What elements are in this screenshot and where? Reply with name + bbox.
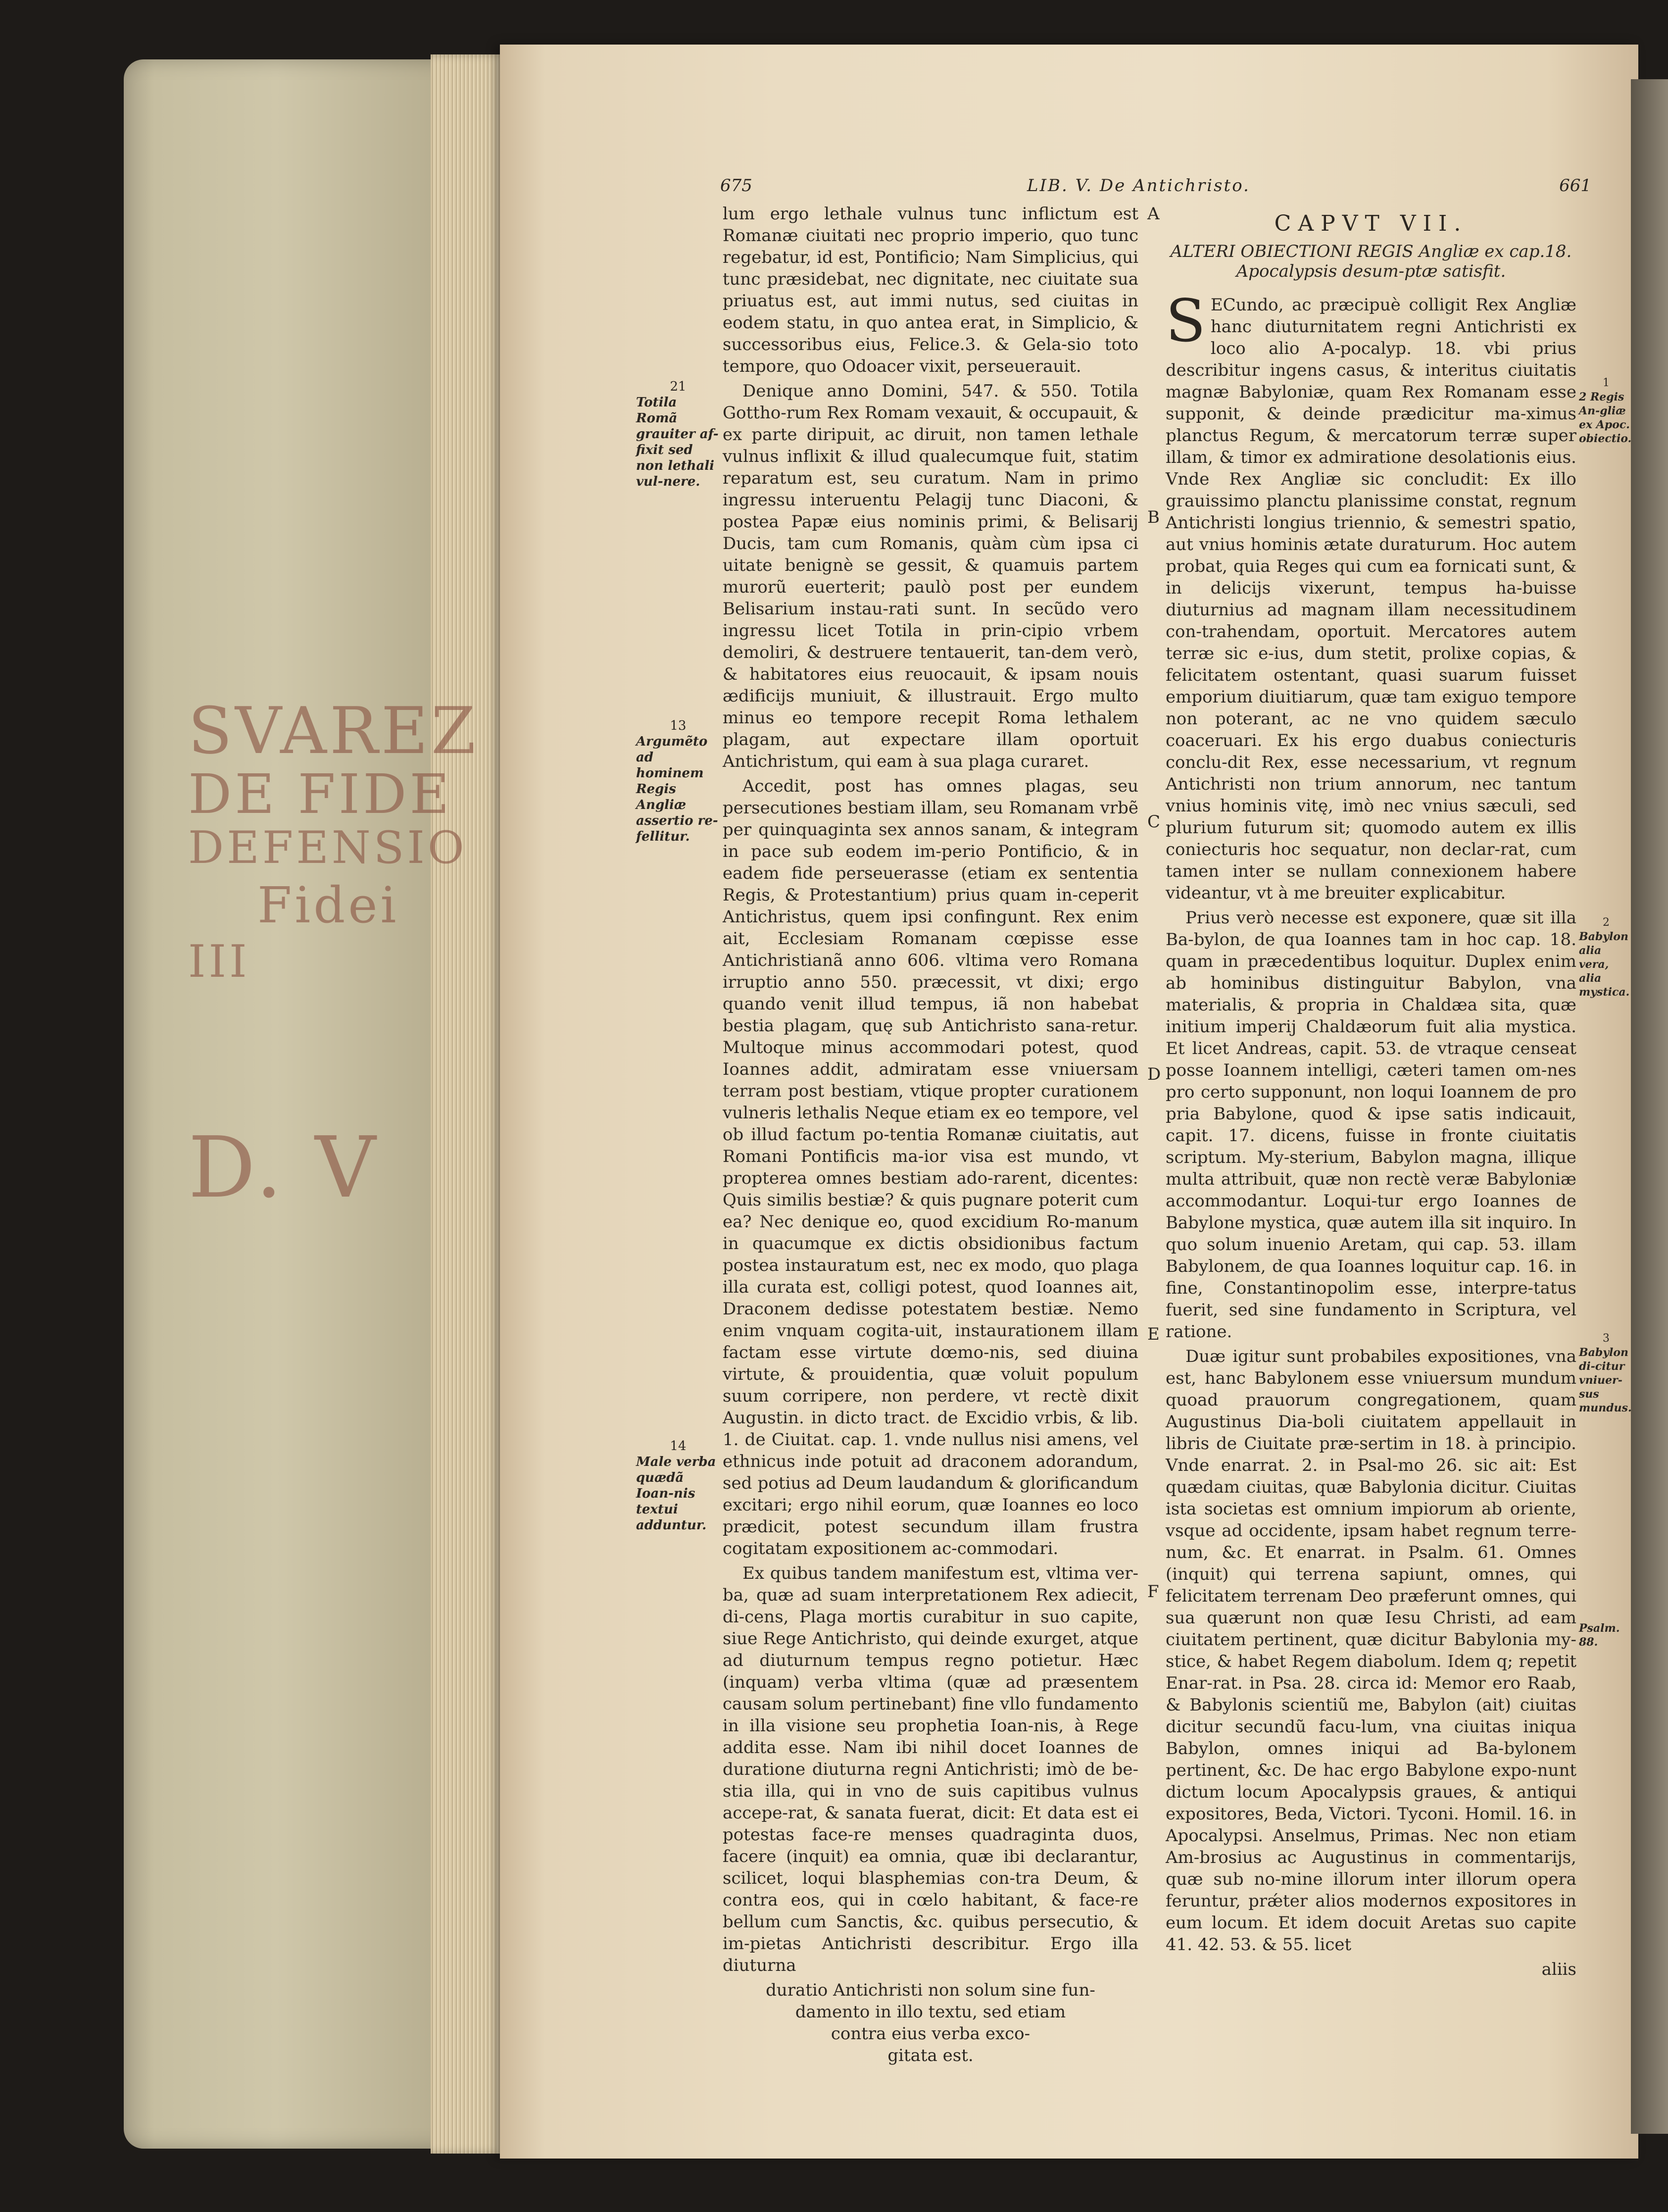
margin-note-14: [636, 1438, 720, 1533]
spine-stamp-line-5: III: [188, 936, 250, 988]
paragraph: [1166, 287, 1576, 904]
spine-stamp-line-1: SVAREZ: [188, 693, 479, 768]
spine-stamp-line-2: DE FIDE: [188, 762, 452, 826]
paragraph-text: ECundo, ac præcipuè colligit Rex Angliæ hanc diuturnitatem regni Antichristi ex loco alio A-pocalyp. 18. vbi prius describitur ingens casus, & interitus ciuitatis magnæ Babyloniæ, quam Rex Romanam esse supponit, & deinde prædicitur ma-ximus planctus Regum, & mercatorum terræ super illam, & timor ex admiratione desolationis eius. Vnde Rex Angliæ sic concludit: Ex illo grauissimo planctu planissime constat, regnum Antichristi longius triennio, & semestri spatio, aut vnius hominis ætate duraturum. Hoc autem probat, quia Reges qui cum ea fornicati sunt, & in delicijs vixerunt, tempus ha-buisse diuturnius ad magnam illam necessitudinem con-trahendam, oportuit. Mercatores autem terræ sic e-ius, dum stetit, prolixe copias, & felicitatem ostentant, quasi suarum fuisset emporium diuitiarum, quæ tam exiguo tempore non poterant, ac ne vno quidem sæculo coaceruari. Ex his ergo duabus coniecturis conclu-dit Rex, esse necessarium, vt regnum Antichristi non trium annorum, nec tantum vnius hominis vitę, imò nec vnius sæculi, sed plurium futurum sit; quomodo autem ex illis coniecturis hoc sequatur, non declar-rat, cum tamen inter se nullam connexionem habere videantur, vt à me breuiter explicabitur.: [1166, 295, 1576, 903]
margin-note-right-4: [1579, 1621, 1633, 1649]
margin-note-right-3: [1579, 1332, 1633, 1415]
right-text-column: [1166, 203, 1576, 1980]
margin-note-number: 21: [670, 379, 687, 394]
margin-note-number: 3: [1603, 1332, 1610, 1345]
left-text-column: [723, 203, 1138, 2066]
chapter-subtitle: ALTERI OBIECTIONI REGIS Angliæ ex cap.18. Apocalypsis desum-ptæ satisfit.: [1170, 242, 1572, 281]
spine-stamp-line-4: Fidei: [257, 876, 399, 934]
page-fore-edge: [431, 54, 505, 2154]
paragraph: lum ergo lethale vulnus tunc inflictum est Romanæ ciuitati nec proprio imperio, quo tunc regebatur, id est, Pontificio; Nam Simplicius, qui tunc præsidebat, nec dignitate, nec ciuitate sua priuatus est, aut immi nutus, sed ciuitas in eodem statu, in quo antea erat, in Simplicio, & successoribus eius, Felice.3. & Gela-sio toto tempore, quo Odoacer vixit, perseuerauit.: [723, 204, 1138, 376]
paragraph-tail: [723, 1979, 1138, 2066]
section-letter-c: C: [1147, 812, 1161, 832]
tail-line: contra eius verba exco-: [831, 2024, 1030, 2044]
running-title: LIB. V. De Antichristo.: [1027, 176, 1250, 196]
margin-note-text: Psalm. 88.: [1579, 1622, 1620, 1649]
margin-note-text: 2 Regis An-gliæ ex Apoc. obiectio.: [1579, 391, 1632, 445]
tail-line: gitata est.: [887, 2046, 974, 2065]
margin-note-21: [636, 379, 720, 490]
margin-note-text: Male verba quædã Ioan-nis textui adduntur.: [636, 1455, 716, 1533]
margin-note-right-2: [1579, 916, 1633, 999]
paragraph: Prius verò necesse est exponere, quæ sit illa Ba-bylon, de qua Ioannes tam in hoc cap. 18. quam in præcedentibus loquitur. Duplex enim ab hominibus distinguitur Babylon, vna materialis, & propria in Chaldæa sita, quæ initium imperij Chaldæorum fuit alia mystica. Et licet Andreas, capit. 53. de vtraque censeat posse Ioannem intelligi, cæteri tamen om-nes pro certo supponunt, non loqui Ioannem de pro pria Babylone, quod & ipse satis indicauit, capit. 17. dicens, fuisse in fronte ciuitatis scriptum. My-sterium, Babylon magna, illique multa attribuit, quæ non rectè veræ Babyloniæ accommodantur. Loqui-tur ergo Ioannes de Babylone mystica, quæ autem illa sit inquiro. In quo solum inuenio Aretam, qui cap. 53. illam Babylonem, de qua Ioannes loquitur cap. 16. in fine, Constantinopolim esse, interpre-tatus fuerit, sed sine fundamento in Scriptura, vel ratione.: [1166, 908, 1576, 1342]
margin-note-number: 13: [670, 718, 687, 733]
paragraph: Denique anno Domini, 547. & 550. Totila Gottho-rum Rex Romam vexauit, & occupauit, & ex parte diripuit, ac diruit, non tamen lethale vulnus inflixit & illud qualecumque fuit, statim reparatum est, seu curatum. Nam in primo ingressu interuentu Pelagij tunc Diaconi, & postea Papæ eius nominis primi, & Belisarij Ducis, tam cum Romanis, quàm cùm ipsa ci uitate benignè se gessit, & quamuis partem murorũ euerterit; paulò post per eundem Belisarium instau-rati sunt. In secũdo vero ingressu licet Totila in prin-cipio vrbem demoliri, & destruere tentauerit, tan-dem verò, & habitatores eius reuocauit, & ipsam nouis ædificijs muniuit, & illustrauit. Ergo multo minus eo tempore recepit Roma lethalem plagam, aut expectare illam oportuit Antichristum, qui eam à sua plaga curaret.: [723, 381, 1138, 771]
page-header: [720, 176, 1611, 205]
page-number-left: 675: [720, 176, 752, 196]
margin-note-text: Totila Romã grauiter af-fixit sed non lethali vul-nere.: [636, 395, 719, 489]
section-letter-b: B: [1147, 507, 1160, 527]
margin-note-text: Babylon di-citur vniuer-sus mundus.: [1579, 1346, 1632, 1414]
tail-line: duratio Antichristi non solum sine fun-: [766, 1980, 1095, 2000]
adjacent-page-edge: [1631, 79, 1668, 2134]
paragraph: Duæ igitur sunt probabiles expositiones, vna est, hanc Babylonem esse vniuersum mundum quoad prauorum congregationem, quam Augustinus Dia-boli ciuitatem appellauit in libris de Ciuitate præ-sertim in 18. à principio. Vnde enarrat. 2. in Psal-mo 26. sic ait: Est quædam ciuitas, quæ Babylonia dicitur. Ciuitas ista societas est omnium impiorum ab oriente, vsque ad occidente, ipsam habet regnum terre-num, &c. Et enarrat. in Psalm. 61. Omnes (inquit) qui terrena sapiunt, omnes, qui felicitatem terrenam Deo præferunt omnes, qui sua quærunt non quæ Iesu Christi, ad eam ciuitatem pertinent, quæ dicitur Babylonia my-stice, & habet Regem diabolum. Idem q; repetit Enar-rat. in Psa. 28. circa id: Memor ero Raab, & Babylonis scientiũ me, Babylon (ait) ciuitas dicitur secundũ facu-lum, vna ciuitas iniqua Babylon, omnes iniqui ad Ba-bylonem pertinent, &c. De hac ergo Babylone expo-nunt dictum locum Apocalypsis graues, & antiqui expositores, Beda, Victori. Tyconi. Homil. 16. in Apocalypsi. Anselmus, Primas. Nec non etiam Am-brosius ac Augustinus in commentarijs, quæ sub no-mine illorum inter illorum opera feruntur, prǽter alios modernos expositores in eum locum. Et idem docuit Aretas suo capite 41. 42. 53. & 55. licet: [1166, 1347, 1576, 1955]
margin-note-number: 1: [1603, 377, 1610, 389]
section-letter-a: A: [1147, 204, 1160, 224]
section-letter-e: E: [1147, 1324, 1160, 1344]
margin-note-13: [636, 718, 720, 845]
paragraph: Ex quibus tandem manifestum est, vltima ver-ba, quæ ad suam interpretationem Rex adiecit, di-cens, Plaga mortis curabitur in suo capite, siue Rege Antichristo, qui deinde exurget, atque ad diuturnum tempus regno potietur. Hæc (inquam) verba vltima (quæ ad præsentem causam solum pertinebant) fine vllo fundamento in illa visione seu prophetia Ioan-nis, à Rege addita esse. Nam ibi nihil docet Ioannes de duratione diuturna regni Antichristi; imò de be-stia illa, qui in vno de suis capitibus vulnus accepe-rat, & sanata fuerat, dicit: Et data est ei potestas face-re menses quadraginta duos, facere (inquit) ea omnia, quæ ibi declarantur, scilicet, loqui blasphemias con-tra Deum, & contra eos, qui in cœlo habitant, & face-re bellum cum Sanctis, &c. quibus persecutio, & im-pietas Antichristi describitur. Ergo illa diuturna: [723, 1563, 1138, 1975]
margin-note-text: Argumẽto ad hominem Regis Angliæ assertio re-fellitur.: [636, 734, 718, 844]
spine-stamp-line-3: DEFENSIO: [188, 822, 467, 874]
drop-cap: S: [1166, 287, 1206, 355]
spine-stamp-line-6: D. V: [188, 1119, 379, 1217]
margin-note-number: 14: [670, 1439, 687, 1454]
margin-note-text: Babylon alia vera, alia mystica.: [1579, 930, 1630, 999]
catchword: aliis: [1541, 1960, 1576, 1979]
section-letter-d: D: [1147, 1064, 1161, 1084]
chapter-title: CAPVT VII.: [1274, 211, 1468, 236]
tail-line: damento in illo textu, sed etiam: [795, 2002, 1066, 2022]
paragraph: Accedit, post has omnes plagas, seu persecutiones bestiam illam, seu Romanam vrbẽ per quinquaginta sex annos sanam, & integram in pace sub eodem im-perio Pontificio, & in eadem fide perseuerasse (etiam ex sententia Regis, & Protestantium) prius quam in-ceperit Antichristus, quem ipsi confingunt. Rex enim ait, Ecclesiam Romanam cœpisse esse Antichristianã anno 606. vltima vero Romana irruptio anno 550. præcessit, vt dixi; ergo quando venit illud tempus, iã non habebat bestia plagam, quę sub Antichristo sana-retur. Multoque minus accommodari potest, quod Ioannes addit, admiratam esse vniuersam terram post bestiam, vtique propter curationem vulneris lethalis Neque etiam ex eo tempore, vel ob illud factum po-tentia Romanæ ciuitatis, aut Romani Pontificis ma-ior visa est mundo, vt propterea omnes bestiam ado-rarent, dicentes: Quis similis bestiæ? & quis pugnare poterit cum ea? Nec denique eo, quod excidium Ro-manum in quacumque ex dictis obsidionibus factum postea instauratum est, nec ex modo, quo plaga illa curata est, colligi potest, quod Ioannes ait, Draconem dedisse potestatem bestiæ. Nemo enim vnquam cogita-uit, instaurationem illam factam esse virtute dœmo-nis, sed diuina virtute, & prouidentia, quæ voluit populum suum corripere, non perdere, vt rectè dixit Augustin. in dicto tract. de Excidio vrbis, & lib. 1. de Ciuitat. cap. 1. vnde nullus nisi amens, vel ethnicus inde potuit ad draconem adorandum, sed potius ad Deum laudandum & glorificandum excitari; ergo nihil eorum, quæ Ioannes eo loco prædicit, potest secundum illam frustra cogitatam expositionem ac-commodari.: [723, 776, 1138, 1558]
margin-note-right-1: [1579, 376, 1633, 446]
page-number-right: 661: [1559, 176, 1591, 196]
section-letter-f: F: [1147, 1582, 1159, 1602]
margin-note-number: 2: [1603, 916, 1610, 929]
